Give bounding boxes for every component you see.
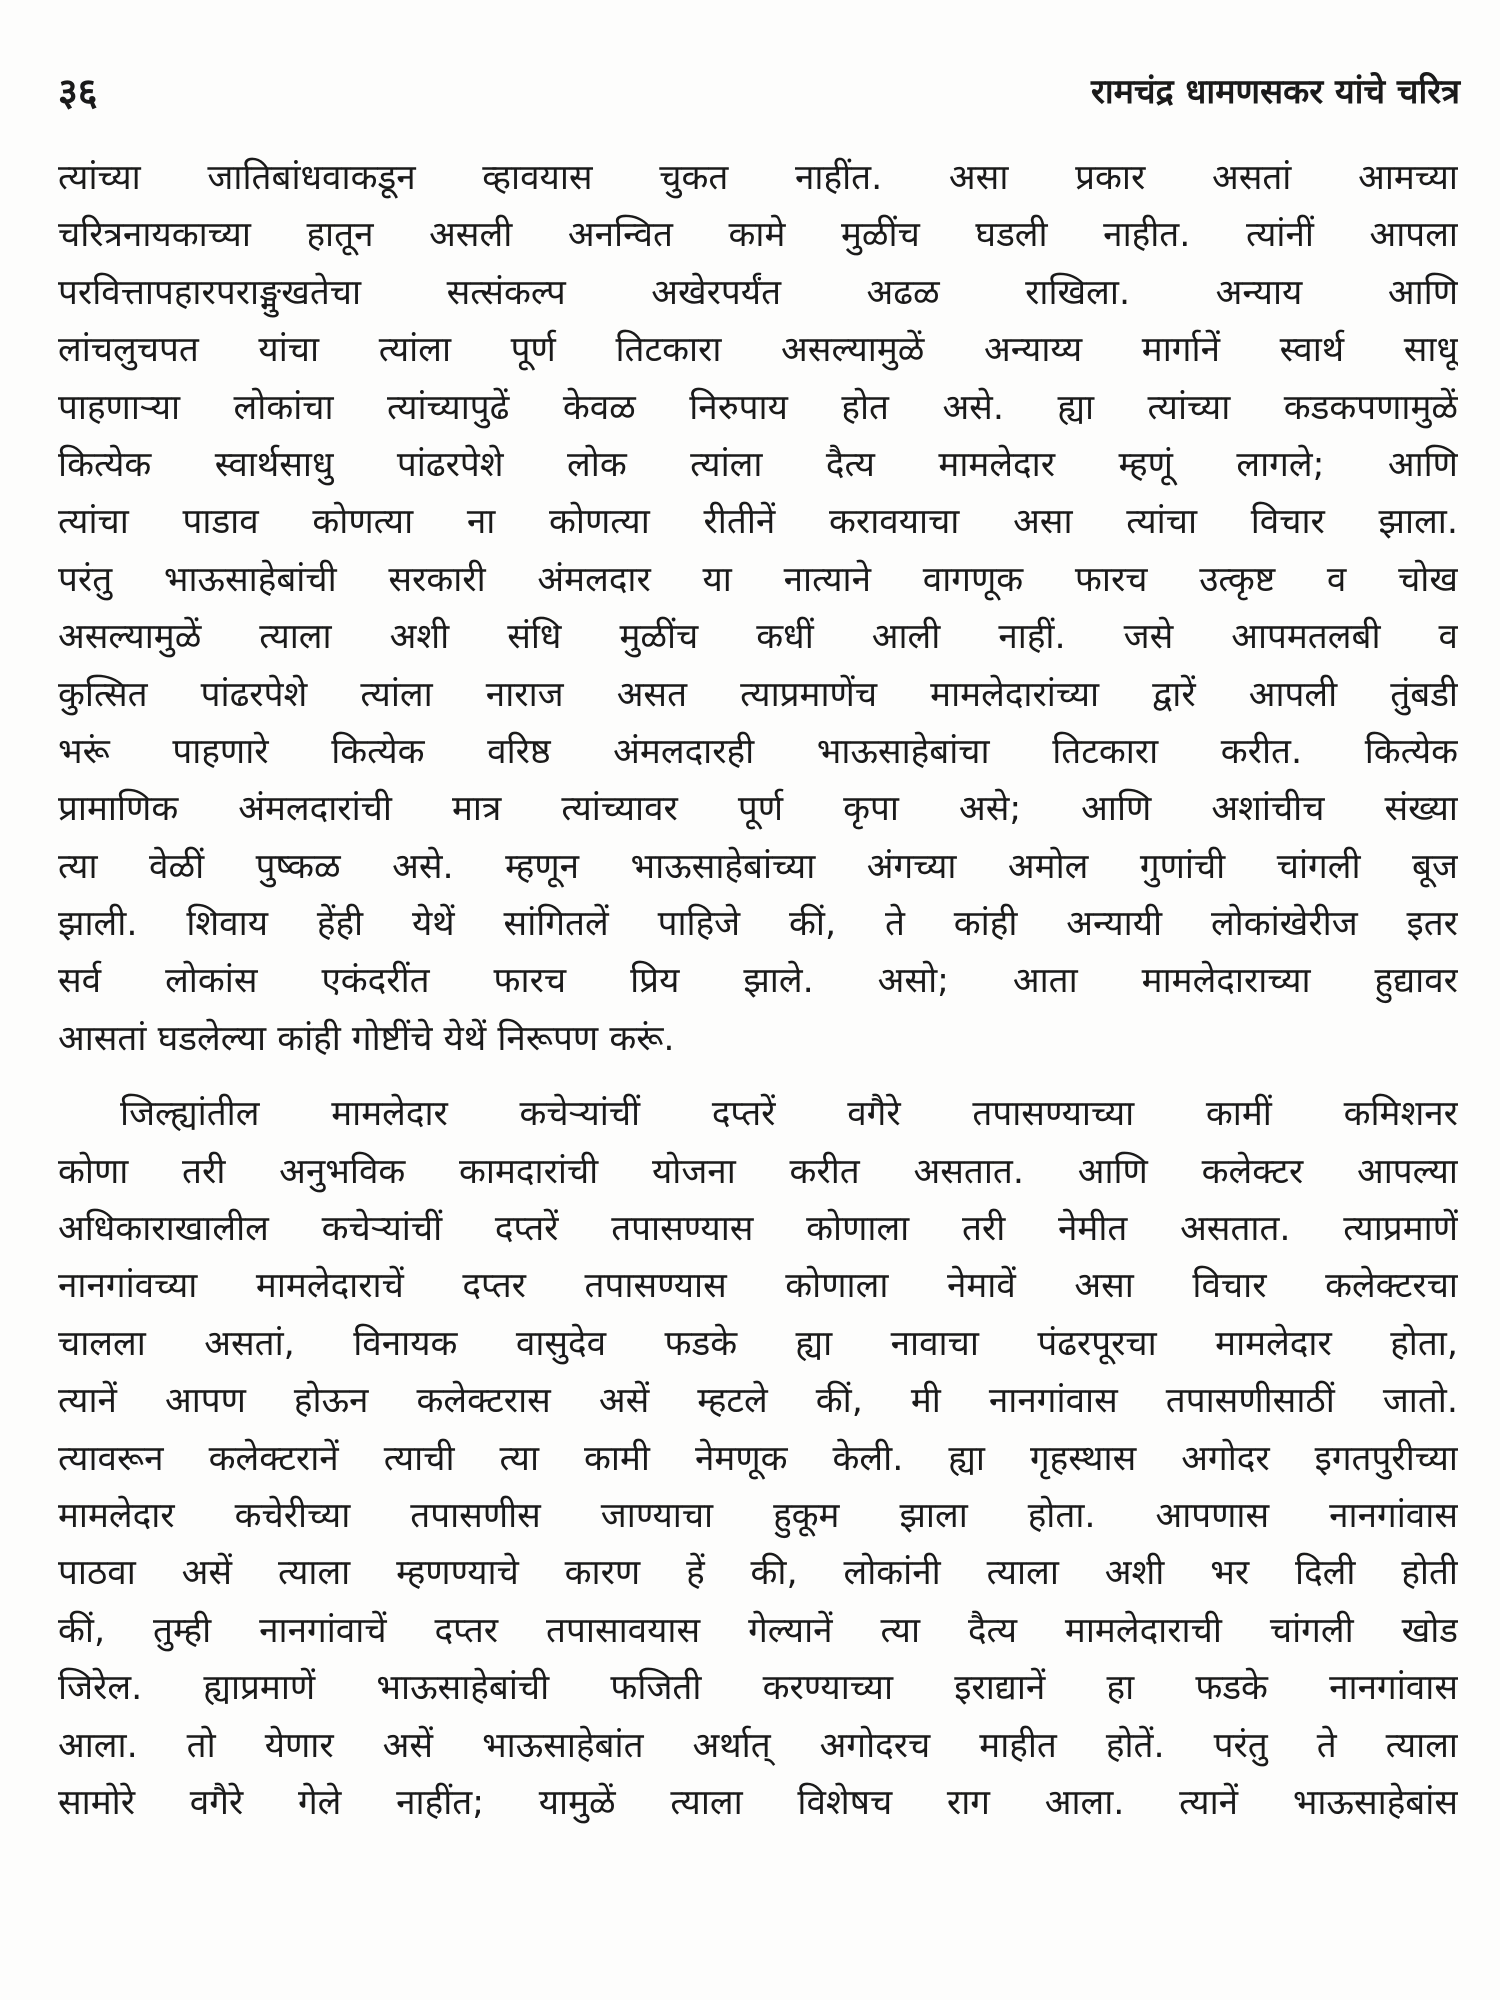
text-line: नानगांवच्या मामलेदाराचें दप्तर तपासण्यास कोणाला नेमावें असा विचार कलेक्टरचा: [58, 1266, 1458, 1307]
text-line: प्रामाणिक अंमलदारांची मात्र त्यांच्यावर पूर्ण कृपा असे; आणि अशांचीच संख्या: [58, 789, 1458, 830]
page-number: ३६: [58, 70, 98, 114]
text-line: मामलेदार कचेरीच्या तपासणीस जाण्याचा हुकूम झाला होता. आपणास नानगांवास: [58, 1495, 1458, 1536]
text-line: झाली. शिवाय हेंही येथें सांगितलें पाहिजे कीं, ते कांही अन्यायी लोकांखेरीज इतर: [58, 904, 1458, 945]
running-title: रामचंद्र धामणसकर यांचे चरित्र: [1090, 72, 1460, 112]
text-line: असल्यामुळें त्याला अशी संधि मुळींच कधीं आली नाहीं. जसे आपमतलबी व: [58, 617, 1458, 658]
text-line: आला. तो येणार असें भाऊसाहेबांत अर्थात् अगोदरच माहीत होतें. परंतु ते त्याला: [58, 1725, 1458, 1766]
paragraph-2: [58, 1086, 1458, 1832]
paragraph-gap: [58, 1068, 1458, 1086]
text-line: पाहणाऱ्या लोकांचा त्यांच्यापुढें केवळ निरुपाय होत असे. ह्या त्यांच्या कडकपणामुळें: [58, 387, 1458, 428]
text-line: सर्व लोकांस एकंदरींत फारच प्रिय झाले. असो; आता मामलेदाराच्या हुद्यावर: [58, 961, 1458, 1002]
text-line: परंतु भाऊसाहेबांची सरकारी अंमलदार या नात्याने वागणूक फारच उत्कृष्ट व चोख: [58, 559, 1458, 600]
paragraph-1: [58, 150, 1458, 1068]
text-line: लांचलुचपत यांचा त्यांला पूर्ण तिटकारा असल्यामुळें अन्याय्य मार्गानें स्वार्थ साधू: [58, 330, 1458, 371]
text-line: चालला असतां, विनायक वासुदेव फडके ह्या नावाचा पंढरपूरचा मामलेदार होता,: [58, 1323, 1458, 1364]
body-text: [58, 150, 1458, 1832]
text-line: कुत्सित पांढरपेशे त्यांला नाराज असत त्याप्रमाणेंच मामलेदारांच्या द्वारें आपली तुंबडी: [58, 674, 1458, 715]
text-line: त्यावरून कलेक्टरानें त्याची त्या कामी नेमणूक केली. ह्या गृहस्थास अगोदर इगतपुरीच्या: [58, 1438, 1458, 1479]
text-line: कीं, तुम्ही नानगांवाचें दप्तर तपासावयास गेल्यानें त्या दैत्य मामलेदाराची चांगली खोड: [58, 1610, 1458, 1651]
text-line: त्या वेळीं पुष्कळ असे. म्हणून भाऊसाहेबांच्या अंगच्या अमोल गुणांची चांगली बूज: [58, 846, 1458, 887]
text-line: जिरेल. ह्याप्रमाणें भाऊसाहेबांची फजिती करण्याच्या इराद्यानें हा फडके नानगांवास: [58, 1668, 1458, 1709]
text-line: कोणा तरी अनुभविक कामदारांची योजना करीत असतात. आणि कलेक्टर आपल्या: [58, 1151, 1458, 1192]
text-line: परवित्तापहारपराङ्मुखतेचा सत्संकल्प अखेरपर्यंत अढळ राखिला. अन्याय आणि: [58, 272, 1458, 313]
text-line: चरित्रनायकाच्या हातून असली अनन्वित कामे मुळींच घडली नाहीत. त्यांनीं आपला: [58, 215, 1458, 256]
page-header: [58, 62, 1460, 122]
text-line: त्यांच्या जातिबांधवाकडून व्हावयास चुकत नाहींत. असा प्रकार असतां आमच्या: [58, 158, 1458, 198]
text-line: त्यांचा पाडाव कोणत्या ना कोणत्या रीतीनें करावयाचा असा त्यांचा विचार झाला.: [58, 502, 1458, 543]
text-line: सामोरे वगैरे गेले नाहींत; यामुळें त्याला विशेषच राग आला. त्यानें भाऊसाहेबांस: [58, 1782, 1458, 1823]
text-line: त्यानें आपण होऊन कलेक्टरास असें म्हटले कीं, मी नानगांवास तपासणीसाठीं जातो.: [58, 1381, 1458, 1422]
text-line: जिल्ह्यांतील मामलेदार कचेऱ्यांचीं दप्तरें वगैरे तपासण्याच्या कामीं कमिशनर: [120, 1094, 1458, 1135]
text-line: पाठवा असें त्याला म्हणण्याचे कारण हें की, लोकांनी त्याला अशी भर दिली होती: [58, 1553, 1458, 1594]
text-line: आसतां घडलेल्या कांही गोष्टींचे येथें निरूपण करूं.: [58, 1018, 675, 1059]
text-line: कित्येक स्वार्थसाधु पांढरपेशे लोक त्यांला दैत्य मामलेदार म्हणूं लागले; आणि: [58, 444, 1458, 485]
text-line: अधिकाराखालील कचेऱ्यांचीं दप्तरें तपासण्यास कोणाला तरी नेमीत असतात. त्याप्रमाणें: [58, 1209, 1458, 1250]
text-line: भरूं पाहणारे कित्येक वरिष्ठ अंमलदारही भाऊसाहेबांचा तिटकारा करीत. कित्येक: [58, 731, 1458, 772]
